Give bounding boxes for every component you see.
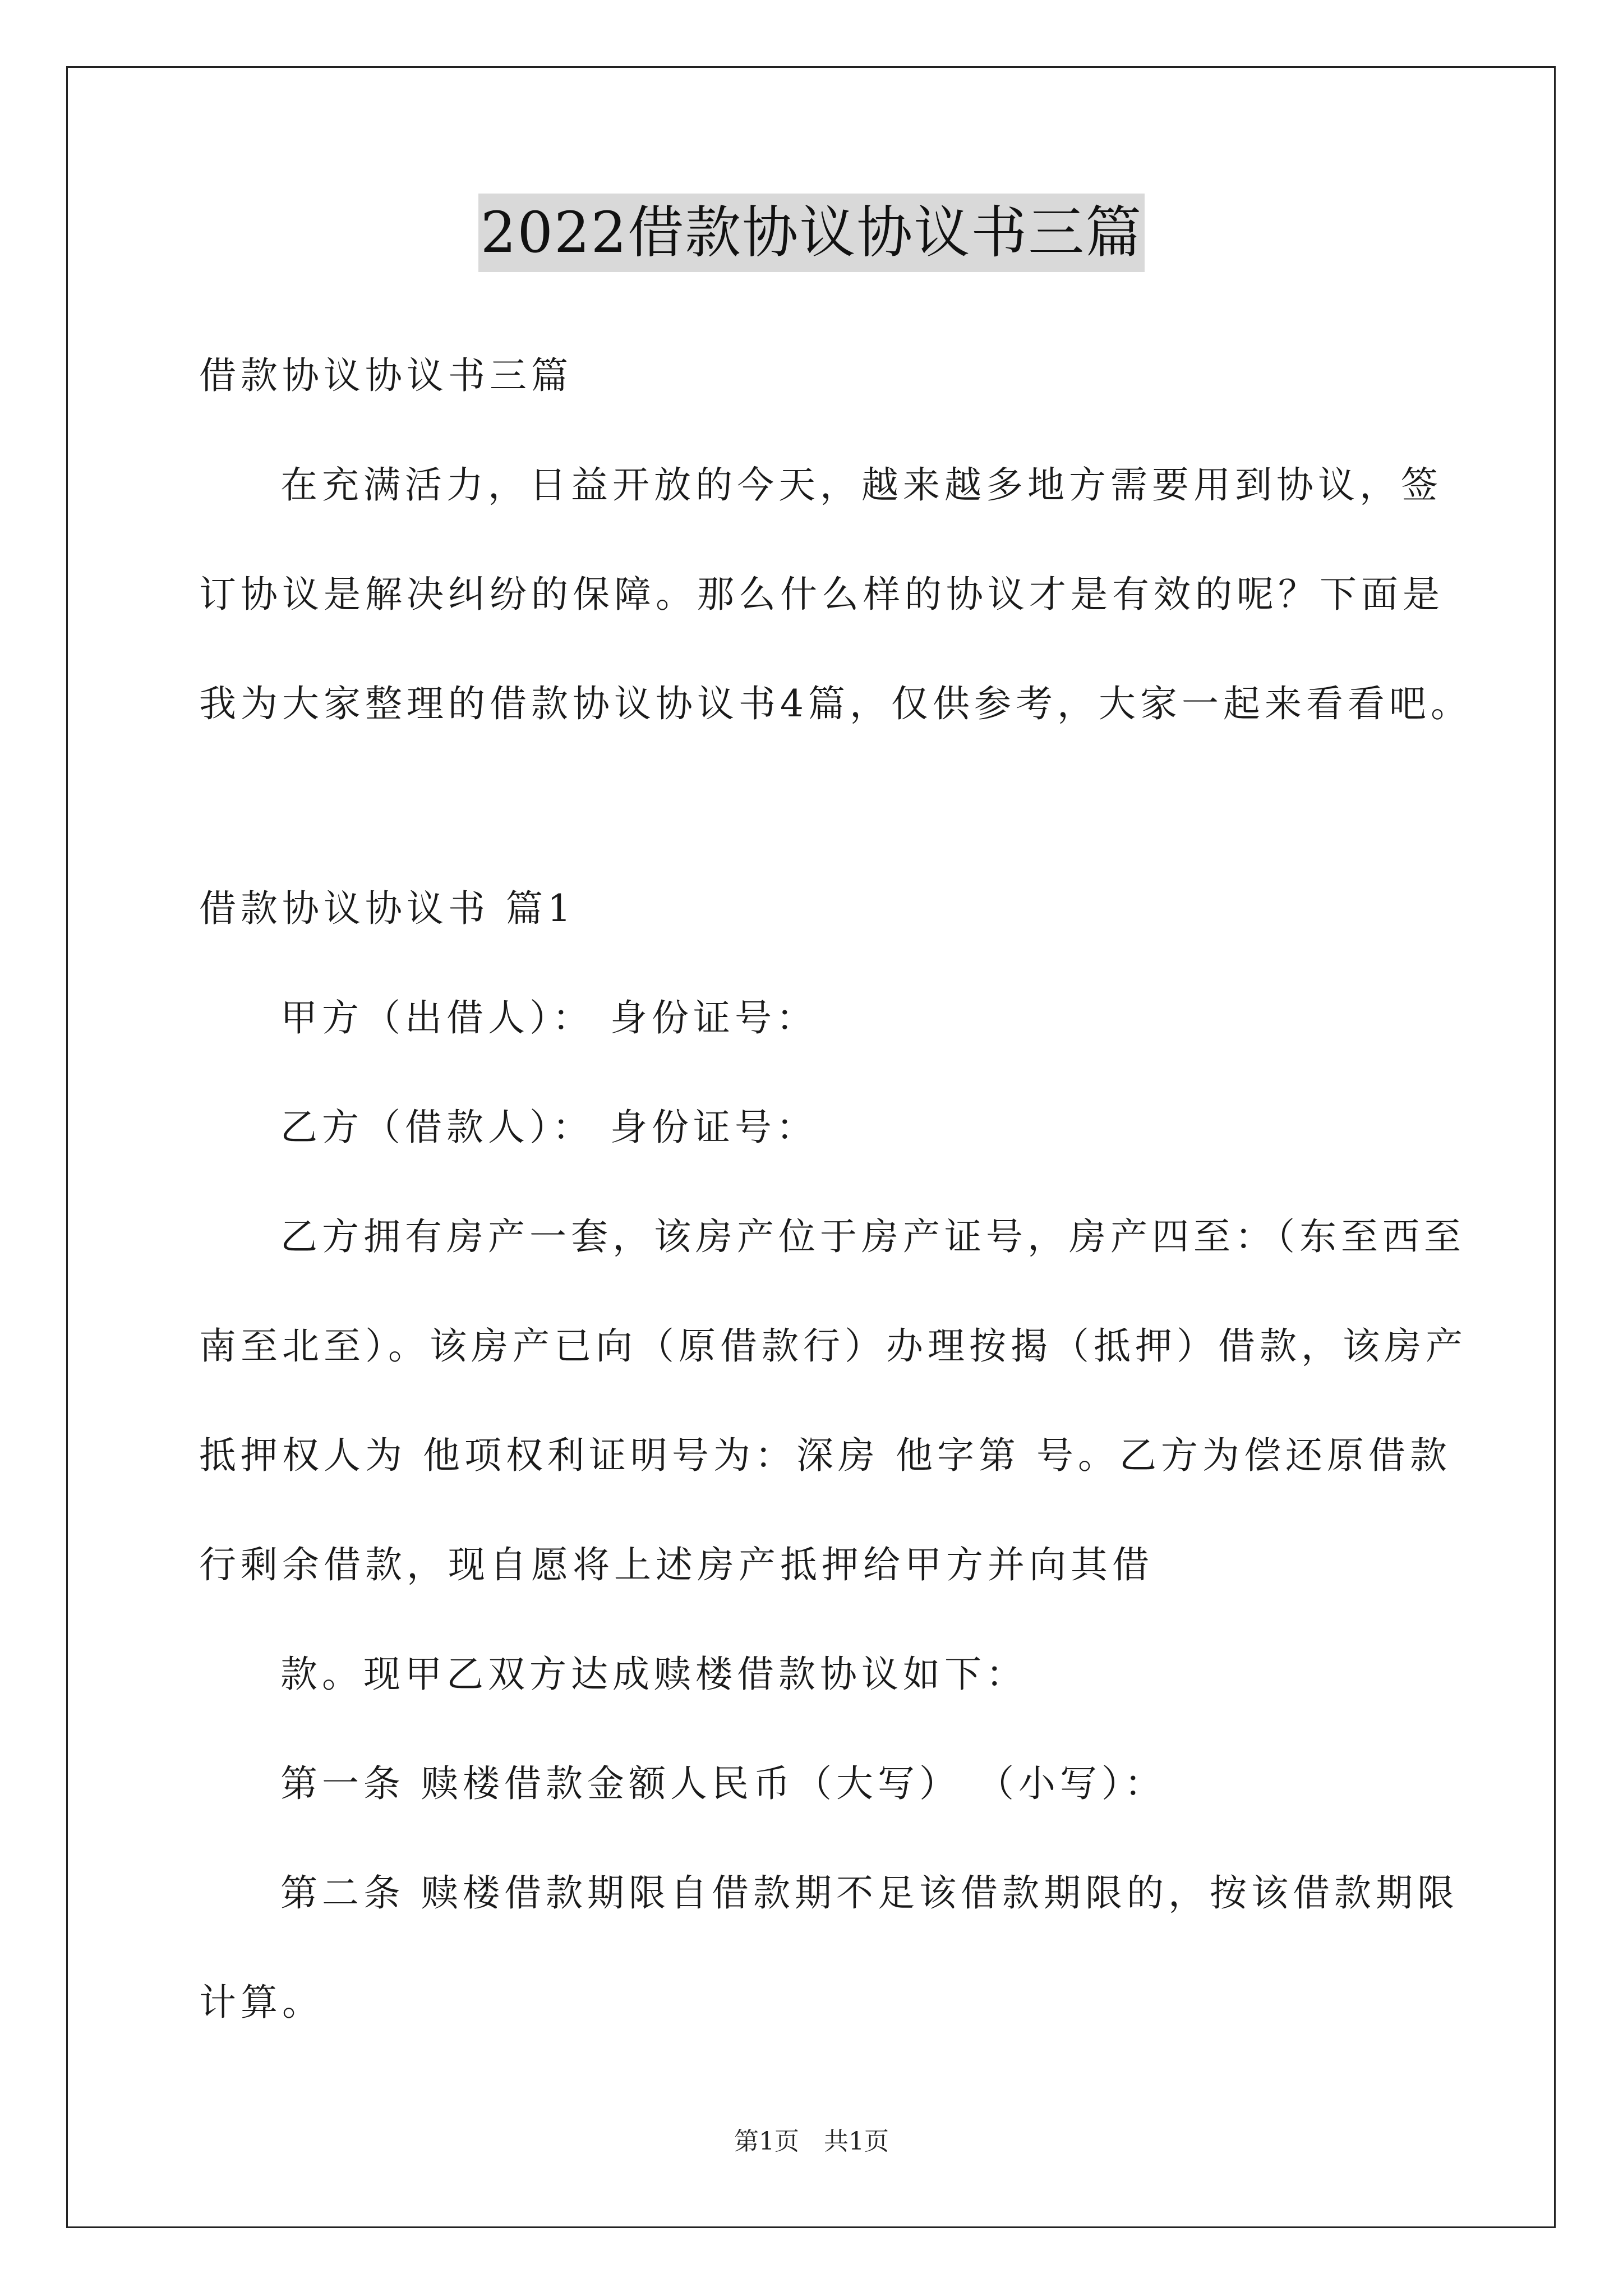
doc-line-intro-2: 订协议是解决纠纷的保障。那么什么样的协议才是有效的呢？下面是 (199, 573, 1444, 616)
doc-line-property-2: 南至北至）。该房产已向（原借款行）办理按揭（抵押）借款，该房产 (199, 1324, 1467, 1368)
doc-line-section-heading: 借款协议协议书 篇1 (199, 887, 575, 930)
doc-line-agreement: 款。现甲乙双方达成赎楼借款协议如下： (280, 1653, 1027, 1696)
document-title: 2022借款协议协议书三篇 (478, 194, 1145, 272)
doc-line-article-2: 第二条 赎楼借款期限自借款期不足该借款期限的，按该借款期限 (280, 1871, 1459, 1915)
doc-line-property-4: 行剩余借款，现自愿将上述房产抵押给甲方并向其借 (199, 1543, 1154, 1586)
doc-line-party-a: 甲方（出借人）： 身份证号： (280, 996, 818, 1039)
doc-line-intro-3: 我为大家整理的借款协议协议书4篇，仅供参考，大家一起来看看吧。 (199, 682, 1472, 725)
doc-line-article-2-cont: 计算。 (199, 1981, 324, 2024)
doc-line-party-b: 乙方（借款人）： 身份证号： (280, 1106, 818, 1149)
title-container (0, 194, 1623, 272)
doc-line-article-1: 第一条 赎楼借款金额人民币（大写） （小写）： (280, 1762, 1166, 1805)
doc-line-property-1: 乙方拥有房产一套，该房产位于房产证号，房产四至：（东至西至 (280, 1215, 1465, 1258)
doc-line-intro-1: 在充满活力，日益开放的今天，越来越多地方需要用到协议，签 (280, 463, 1442, 507)
page-footer: 第1页 共1页 (734, 2127, 889, 2156)
doc-line-subtitle: 借款协议协议书三篇 (199, 354, 573, 397)
doc-line-property-3: 抵押权人为 他项权利证明号为：深房 他字第 号。乙方为偿还原借款 (199, 1434, 1451, 1477)
